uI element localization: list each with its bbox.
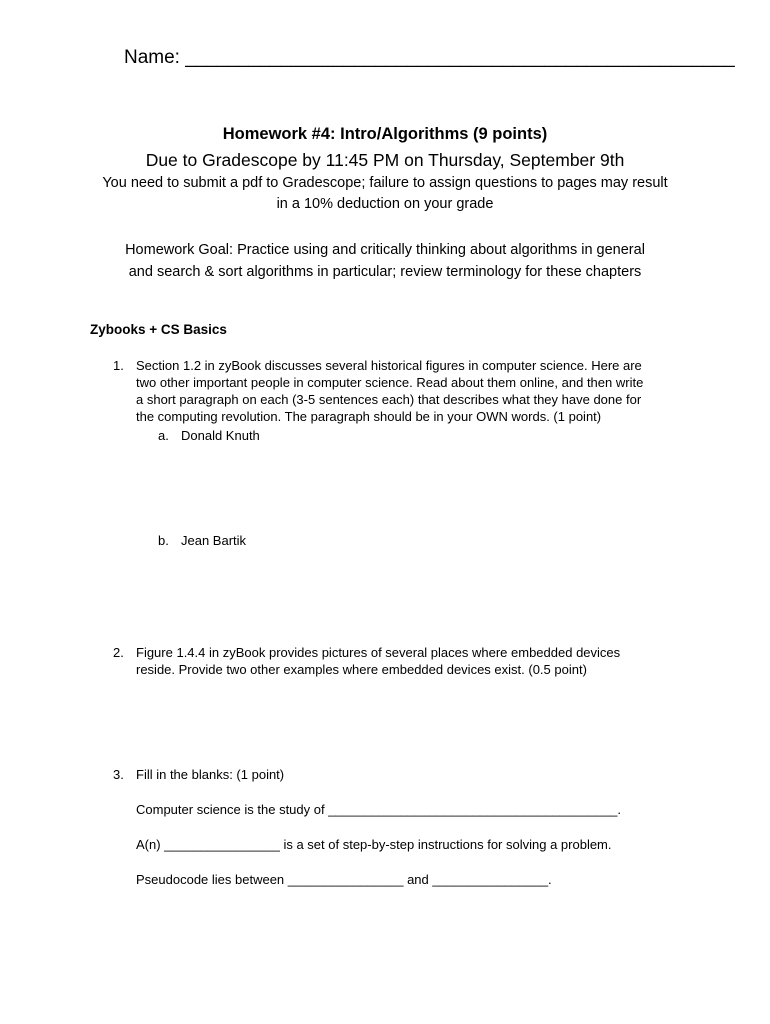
question-3-intro: Fill in the blanks: (1 point) xyxy=(136,767,285,782)
question-2-number: 2. xyxy=(113,645,124,660)
submit-note-line-1: You need to submit a pdf to Gradescope; failure to assign questions to pages may result xyxy=(102,175,668,191)
goal-line-2: and search & sort algorithms in particular; review terminology for these chapters xyxy=(128,264,642,280)
question-1-sub-a: Donald Knuth xyxy=(181,428,260,443)
submit-note-line-2: in a 10% deduction on your grade xyxy=(276,196,494,212)
fill-blank-2: A(n) ________________ is a set of step-by-step instructions for solving a problem. xyxy=(136,837,612,852)
question-1-number: 1. xyxy=(113,358,124,373)
question-2-line-2: reside. Provide two other examples where embedded devices exist. (0.5 point) xyxy=(136,662,587,677)
question-2-line-1: Figure 1.4.4 in zyBook provides pictures of several places where embedded devices xyxy=(136,645,621,660)
question-1-sub-a-marker: a. xyxy=(158,428,169,443)
question-3-number: 3. xyxy=(113,767,124,782)
question-1-sub-b-marker: b. xyxy=(158,533,169,548)
fill-blank-1: Computer science is the study of ________________________________________. xyxy=(136,802,622,817)
homework-title: Homework #4: Intro/Algorithms (9 points) xyxy=(222,125,548,143)
name-field-line: Name: ____________________________________________________ xyxy=(124,47,735,68)
question-1-line-4: the computing revolution. The paragraph should be in your OWN words. (1 point) xyxy=(136,409,602,424)
question-1-sub-b: Jean Bartik xyxy=(181,533,247,548)
goal-line-1: Homework Goal: Practice using and critically thinking about algorithms in general xyxy=(125,242,645,258)
question-1-line-1: Section 1.2 in zyBook discusses several historical figures in computer science. Here are xyxy=(136,358,642,373)
due-date-line: Due to Gradescope by 11:45 PM on Thursday, September 9th xyxy=(145,150,625,170)
section-heading: Zybooks + CS Basics xyxy=(90,322,227,337)
question-1-line-3: a short paragraph on each (3-5 sentences each) that describes what they have done for xyxy=(136,392,642,407)
fill-blank-3: Pseudocode lies between ________________ and ________________. xyxy=(136,872,552,887)
question-1-line-2: two other important people in computer science. Read about them online, and then write xyxy=(136,375,644,390)
